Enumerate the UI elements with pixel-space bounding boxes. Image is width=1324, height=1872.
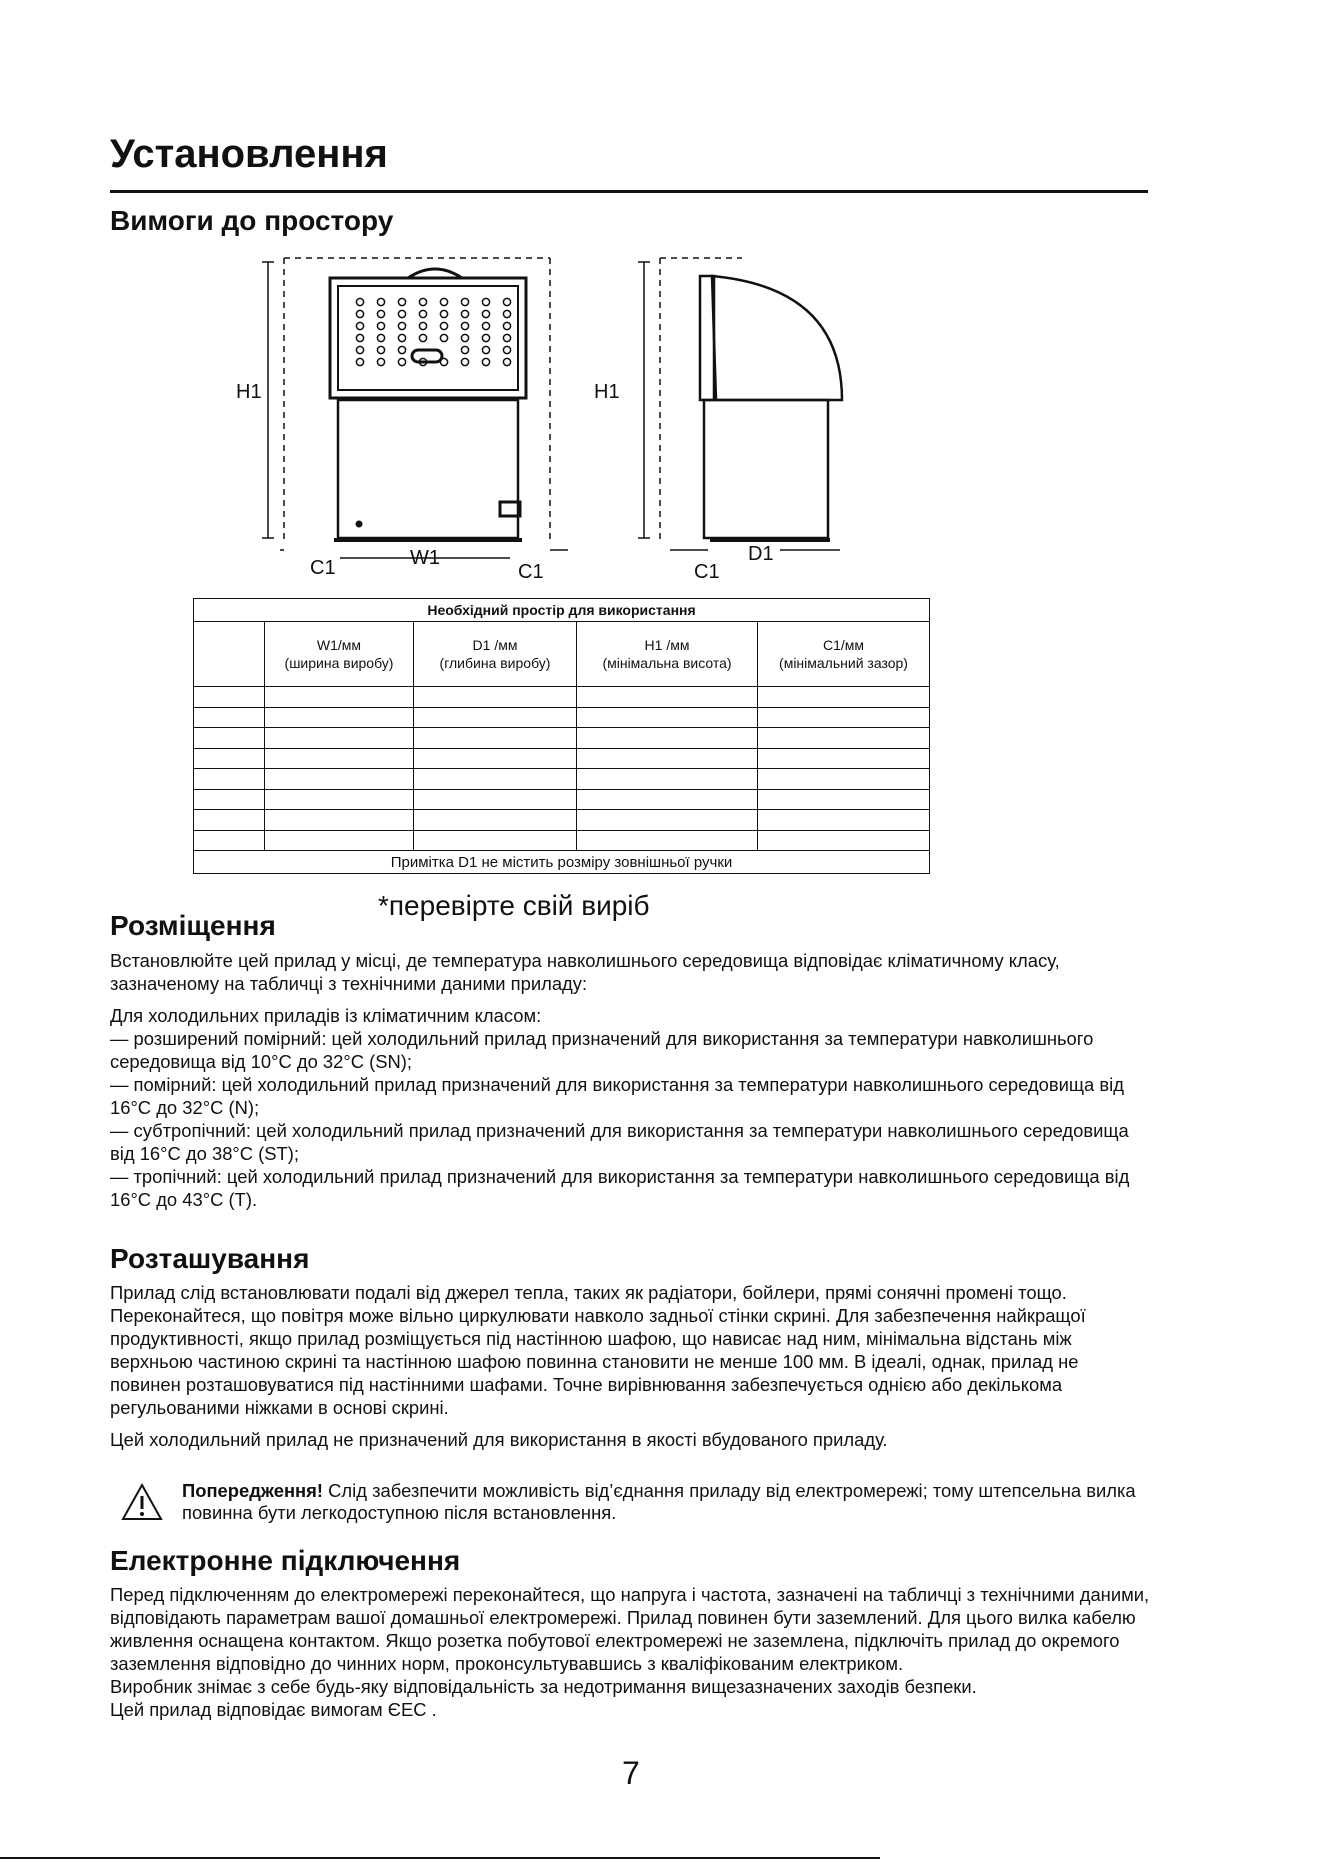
table-row xyxy=(194,748,930,769)
lid-vent-circle xyxy=(461,298,468,305)
lid-vent-circle xyxy=(461,310,468,317)
lid-vent-circle xyxy=(377,310,384,317)
warning-triangle-icon xyxy=(120,1482,164,1522)
location-heading: Розташування xyxy=(110,1243,310,1274)
lid-vent-circle xyxy=(461,322,468,329)
c1-right-label: C1 xyxy=(518,561,544,583)
space-requirements-heading: Вимоги до простору xyxy=(110,205,394,236)
lid-latch-icon xyxy=(412,350,442,362)
placement-text xyxy=(110,949,1150,1211)
lid-vent-circle xyxy=(482,358,489,365)
lid-vent-circle xyxy=(377,322,384,329)
freezer-lid xyxy=(330,278,526,398)
lid-vent-circle xyxy=(461,358,468,365)
lid-vent-circle xyxy=(398,310,405,317)
page-number: 7 xyxy=(622,1755,640,1791)
h1-front-label: H1 xyxy=(236,381,262,403)
lid-vent-circle xyxy=(440,310,447,317)
lid-vent-circle xyxy=(377,298,384,305)
table-row xyxy=(194,789,930,810)
freezer-body xyxy=(338,400,518,538)
check-product-note: *перевірте свій виріб xyxy=(378,890,650,921)
lid-vent-circle xyxy=(503,346,510,353)
lid-vent-circle xyxy=(440,298,447,305)
lid-vent-circle xyxy=(482,334,489,341)
lid-vent-circle xyxy=(419,322,426,329)
lid-vent-circle xyxy=(356,310,363,317)
lid-vent-circle xyxy=(440,322,447,329)
freezer-side-body xyxy=(704,400,828,538)
climate-class-list: Для холодильних приладів із кліматичним класом: — розширений помірний: цей холодильний прилад призначений для використання за температури навколишнього середовища від 10°C до 32°C (SN); — помірний: цей холодильний прилад призначений для використання за температури навколишнього середовища від 16°C до 32°C (N); — субтропічний: цей холодильний прилад призначений для використання за температури навколишнього середовища від 16°C до 38°C (ST); — тропічний: цей холодильний прилад призначений для використання за температури навколишнього середовища від 16°C до 43°C (T). xyxy=(110,1005,1130,1210)
column-c1: C1/мм (мінімальний зазор) xyxy=(758,622,930,687)
table-row xyxy=(194,707,930,728)
w1-label: W1 xyxy=(410,547,440,569)
table-footnote: Примітка D1 не містить розміру зовнішньої ручки xyxy=(194,851,930,874)
space-requirements-table xyxy=(193,598,930,874)
lid-vent-circle xyxy=(440,334,447,341)
lid-vent-circle xyxy=(482,310,489,317)
lid-vent-circle xyxy=(461,346,468,353)
lid-vent-circle xyxy=(398,298,405,305)
column-w1: W1/мм (ширина виробу) xyxy=(265,622,414,687)
open-lid-outline xyxy=(712,276,842,400)
indicator-dot xyxy=(356,521,363,528)
lid-vent-circle xyxy=(377,346,384,353)
column-d1: D1 /мм (глибина виробу) xyxy=(414,622,577,687)
lid-vent-circle xyxy=(503,334,510,341)
lid-vent-circle xyxy=(503,358,510,365)
location-text xyxy=(110,1281,1150,1451)
liability-paragraph: Виробник знімає з себе будь-яку відповідальність за недотримання вищезазначених заходів безпеки. xyxy=(110,1676,977,1697)
lid-vent-circle xyxy=(419,334,426,341)
lid-vent-circle xyxy=(482,346,489,353)
table-row xyxy=(194,687,930,708)
lid-vent-circle xyxy=(419,310,426,317)
lid-vent-circle xyxy=(356,322,363,329)
lid-vent-circle xyxy=(503,322,510,329)
table-header: Необхідний простір для використання xyxy=(194,599,930,622)
h1-side-label: H1 xyxy=(594,381,620,403)
lid-vent-circle xyxy=(398,334,405,341)
lid-vent-circle xyxy=(377,358,384,365)
electrical-text xyxy=(110,1583,1150,1721)
lid-vent-circle xyxy=(356,358,363,365)
column-h1: H1 /мм (мінімальна висота) xyxy=(577,622,758,687)
table-row xyxy=(194,830,930,851)
lid-ventilation-pattern xyxy=(356,298,510,365)
table-corner-cell xyxy=(194,622,265,687)
lid-vent-circle xyxy=(398,322,405,329)
lid-vent-circle xyxy=(398,346,405,353)
placement-paragraph: Встановлюйте цей прилад у місці, де температура навколишнього середовища відповідає кліматичному класу, зазначеному на табличці з технічними даними приладу: xyxy=(110,950,1060,994)
lid-vent-circle xyxy=(461,334,468,341)
title-rule xyxy=(110,190,1148,193)
not-built-in-paragraph: Цей холодильний прилад не призначений для використання в якості вбудованого приладу. xyxy=(110,1429,888,1450)
lid-vent-circle xyxy=(398,358,405,365)
lid-vent-circle xyxy=(503,298,510,305)
lid-vent-circle xyxy=(356,298,363,305)
table-row xyxy=(194,769,930,790)
table-row xyxy=(194,728,930,749)
c1-left-label: C1 xyxy=(310,557,336,579)
electrical-paragraph: Перед підключенням до електромережі переконайтеся, що напруга і частота, зазначені на табличці з технічними даними, відповідають параметрам вашої домашньої електромережі. Прилад повинен бути заземлений. Для цього вилка кабелю живлення оснащена контактом. Якщо розетка побутової електромережі не заземлена, підключіть прилад до окремого заземлення відповідно до чинних норм, проконсультувавшись з кваліфікованим електриком. xyxy=(110,1584,1150,1674)
lid-vent-circle xyxy=(482,298,489,305)
warning-text: Попередження! Слід забезпечити можливість від’єднання приладу від електромережі; тому штепсельна вилка повинна бути легкодоступною після встановлення. xyxy=(182,1480,1136,1523)
c1-side-label: C1 xyxy=(694,561,720,583)
lid-vent-circle xyxy=(503,310,510,317)
bottom-rule xyxy=(0,1857,880,1859)
electrical-heading: Електронне підключення xyxy=(110,1545,461,1576)
lid-vent-circle xyxy=(419,298,426,305)
placement-heading: Розміщення xyxy=(110,910,276,941)
freezer-dimensions-diagram xyxy=(236,248,860,600)
lid-vent-circle xyxy=(482,322,489,329)
location-paragraph: Прилад слід встановлювати подалі від джерел тепла, таких як радіатори, бойлери, прямі сонячні промені тощо. Переконайтеся, що повітря може вільно циркулювати навколо задньої стінки скрині. Для забезпечення найкращої продуктивності, якщо прилад розміщується під настінною шафою, що нависає над ним, мінімальна відстань між верхньою частиною скрині та настінною шафою повинна становити не менше 100 мм. В ідеалі, однак, прилад не повинен розташовуватися під настінними шафами. Точне вирівнювання забезпечується однією або декількома регульованими ніжками в основі скрині. xyxy=(110,1282,1086,1418)
page-title: Установлення xyxy=(110,132,388,176)
warning-label: Попередження! xyxy=(182,1480,324,1501)
lid-vent-circle xyxy=(356,334,363,341)
compliance-paragraph: Цей прилад відповідає вимогам ЄЕС . xyxy=(110,1699,437,1720)
lid-vent-circle xyxy=(356,346,363,353)
d1-label: D1 xyxy=(748,543,774,565)
table-row xyxy=(194,810,930,831)
lid-vent-circle xyxy=(377,334,384,341)
